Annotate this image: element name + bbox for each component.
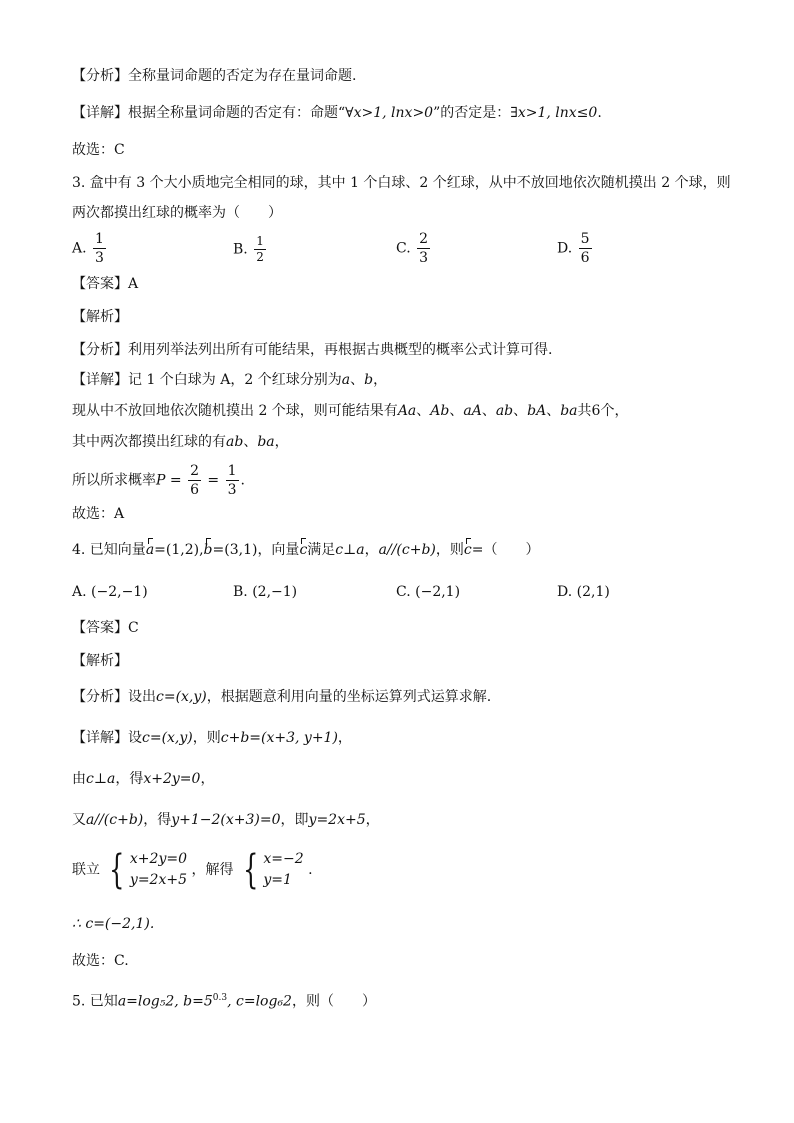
q3-option-c: [396, 230, 432, 267]
math-expression: a//(c+b): [86, 812, 144, 828]
math-expression: y+1−2(x+3)=0: [171, 812, 281, 828]
math-expression: y=2x+5: [308, 812, 366, 828]
q3-detail-line3: 其中两次都摸出红球的有ab、ba，: [72, 434, 289, 450]
math-expression: c+b=(x+3, y+1): [220, 730, 338, 746]
option-label: D.: [557, 584, 573, 600]
stem-text: 5. 已知: [72, 993, 118, 1010]
detail-text: ，即: [280, 812, 309, 828]
option-label: C.: [396, 240, 411, 257]
detail-text: ，: [337, 730, 352, 746]
analysis-tag: 【分析】: [72, 68, 128, 84]
q3-stem-line1: 3. 盒中有 3 个大小质地完全相同的球，其中 1 个白球、2 个红球，从中不放回地依次随机摸出 2 个球，则: [72, 175, 731, 191]
option-label: B.: [233, 584, 248, 600]
detail-text: 现从中不放回地依次随机摸出 2 个球，则可能结果有: [72, 403, 398, 419]
analysis-text: 利用列举法列出所有可能结果，再根据古典概型的概率公式计算可得.: [128, 342, 553, 358]
detail-text: 又: [72, 812, 86, 828]
q2-detail: [72, 103, 602, 123]
detail-text: .: [308, 862, 313, 878]
detail-text: 联立: [72, 862, 100, 878]
perpendicular-condition: c⊥a: [335, 542, 365, 558]
detail-text: 根据全称量词命题的否定有：命题“: [128, 105, 346, 121]
equation-system-1: [104, 849, 187, 891]
math-expression: c=(x,y): [156, 689, 207, 705]
outcome: aA: [463, 403, 482, 419]
q3-option-b: [233, 234, 268, 265]
solution-tag: 【解析】: [72, 653, 128, 669]
outcome: ba: [560, 403, 578, 419]
q4-analysis: [72, 687, 491, 707]
var-a: a: [341, 372, 351, 388]
solution-tag: 【解析】: [72, 309, 128, 325]
equation: x+2y=0: [129, 851, 187, 867]
option-value: (2,1): [576, 584, 610, 600]
q5-stem: [72, 988, 376, 1012]
outcome: bA: [527, 403, 547, 419]
analysis-tag: 【分析】: [72, 342, 128, 358]
left-brace: {: [242, 847, 259, 893]
detail-text: ”的否定是：: [433, 105, 511, 121]
q4-option-a: [72, 582, 148, 602]
q4-detail-line3: [72, 810, 380, 830]
comma: ，: [373, 372, 388, 388]
option-label: B.: [233, 241, 248, 258]
answer-tag: 【答案】: [72, 276, 128, 292]
q3-answer-line: 故选：A: [72, 506, 125, 522]
stem-text: ，向量: [257, 542, 300, 558]
q4-option-b: [233, 582, 297, 602]
answer-tag: 【答案】: [72, 620, 128, 636]
vector-c: c: [299, 542, 308, 558]
vector-a-value: =(1,2),: [154, 542, 204, 558]
detail-text: 记 1 个白球为 A，2 个红球分别为: [128, 372, 342, 388]
math-expression: x+2y=0: [143, 771, 201, 787]
detail-text: ，解得: [191, 862, 234, 878]
q4-detail-line5: [72, 914, 154, 934]
option-fraction: $\frac{1}{2}$: [256, 234, 264, 264]
detail-text: ，得: [143, 812, 172, 828]
q3-detail-line1: [72, 370, 387, 390]
q3-solution-tag: [72, 307, 128, 327]
q3-detail-line2: 现从中不放回地依次随机摸出 2 个球，则可能结果有Aa、Ab、aA、ab、bA、ba共6个，: [72, 403, 629, 419]
option-fraction: $\frac{2}{3}$: [419, 231, 429, 266]
equation: y=2x+5: [129, 872, 187, 888]
q3-detail-line4: 所以所求概率P = $\frac{2}{6}$ = $\frac{1}{3}$ .: [72, 463, 245, 498]
detail-tag: 【详解】: [72, 372, 128, 388]
equation: x=−2: [263, 851, 304, 867]
option-label: D.: [557, 240, 573, 257]
detail-text: 共6个，: [577, 403, 629, 419]
answer-value: A: [128, 276, 139, 292]
option-label: C.: [396, 584, 411, 600]
var-p: P: [156, 472, 166, 489]
math-expression: c⊥a: [86, 771, 116, 787]
q3-answer: [72, 274, 138, 294]
stem-text: ，则: [435, 542, 464, 558]
option-fraction: $\frac{5}{6}$: [580, 231, 590, 266]
detail-text: 设: [128, 730, 142, 746]
detail-text: ，: [200, 771, 215, 787]
q4-option-c: [396, 582, 460, 602]
q4-detail-line4: [72, 848, 313, 892]
q4-answer: [72, 618, 139, 638]
option-value: (−2,−1): [91, 584, 148, 600]
exponent: 0.3: [212, 993, 228, 1003]
q4-stem: 4. 已知向量a=(1,2),b=(3,1)，向量c满足c⊥a，a//(c+b)，则c=（ ）: [72, 542, 540, 558]
outcome: Aa: [397, 403, 417, 419]
math-conclusion: ∴ c=(−2,1).: [72, 916, 155, 932]
math-negation: ∃x>1, lnx≤0: [510, 105, 598, 121]
var-b: b: [364, 372, 374, 388]
q3-option-a: [72, 230, 108, 267]
option-label: A.: [72, 240, 87, 257]
stem-text: =（ ）: [471, 542, 540, 558]
probability-fraction: $\frac{2}{6}$: [190, 463, 199, 498]
detail-text: ，得: [115, 771, 144, 787]
vector-b: b: [203, 542, 213, 558]
outcome: ba: [257, 434, 275, 450]
detail-text: 所以所求概率: [72, 472, 156, 489]
math-proposition: ∀x>1, lnx>0: [345, 105, 434, 121]
q3-stem-line2: 两次都摸出红球的概率为（ ）: [72, 205, 282, 221]
outcome: ab: [495, 403, 514, 419]
option-value: (−2,1): [415, 584, 461, 600]
outcome: ab: [226, 434, 244, 450]
q4-option-d: [557, 582, 610, 602]
q3-analysis: [72, 340, 552, 360]
q4-detail-line1: [72, 728, 352, 748]
math-expression: a=log₅2, b=5: [117, 993, 213, 1010]
option-label: A.: [72, 584, 87, 600]
probability-result: $\frac{1}{3}$: [227, 463, 237, 498]
detail-text: ，: [365, 812, 380, 828]
detail-text: 其中两次都摸出红球的有: [72, 434, 226, 450]
left-brace: {: [109, 847, 125, 893]
period: .: [597, 105, 602, 121]
stem-text: ，则（ ）: [291, 993, 376, 1010]
equation-system-2: [238, 849, 304, 891]
stem-text: 4. 已知向量: [72, 542, 146, 558]
option-fraction: $\frac{1}{3}$: [95, 231, 104, 266]
option-value: (2,−1): [252, 584, 298, 600]
vector-c: c: [463, 542, 472, 558]
analysis-text: 全称量词命题的否定为存在量词命题.: [128, 68, 357, 84]
separator: 、: [350, 372, 365, 388]
q2-answer-line: 故选：C: [72, 142, 125, 158]
math-expression: , c=log₆2: [227, 993, 292, 1010]
math-expression: c=(x,y): [142, 730, 193, 746]
answer-value: C: [128, 620, 139, 636]
vector-a: a: [145, 542, 155, 558]
analysis-tag: 【分析】: [72, 689, 128, 705]
q4-detail-line2: [72, 769, 214, 789]
q4-answer-line: 故选：C.: [72, 953, 129, 969]
detail-tag: 【详解】: [72, 730, 128, 746]
detail-tag: 【详解】: [72, 105, 128, 121]
analysis-text: 设出: [128, 689, 156, 705]
detail-text: ，则: [192, 730, 221, 746]
q3-option-d: [557, 230, 594, 267]
q4-solution-tag: [72, 651, 128, 671]
analysis-text: ，根据题意利用向量的坐标运算列式运算求解.: [206, 689, 492, 705]
stem-text: 满足: [307, 542, 336, 558]
vector-b-value: =(3,1): [212, 542, 258, 558]
equation: y=1: [263, 872, 292, 888]
outcome: Ab: [430, 403, 450, 419]
q2-analysis: [72, 66, 356, 86]
detail-text: 由: [72, 771, 86, 787]
parallel-condition: a//(c+b): [378, 542, 436, 558]
